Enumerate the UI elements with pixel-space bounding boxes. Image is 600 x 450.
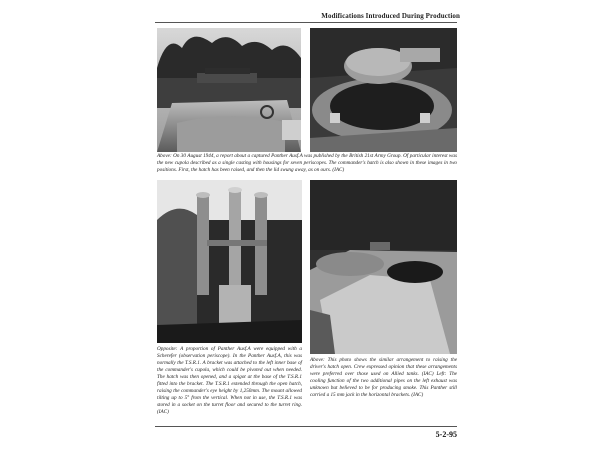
photo-turret-rear: [157, 28, 301, 152]
photo-cupola: [310, 28, 457, 152]
page-number: 5-2-95: [435, 430, 457, 439]
photo-drivers-hatch: [310, 180, 457, 354]
footer-rule: [155, 426, 457, 427]
running-header: Modifications Introduced During Production: [321, 12, 460, 20]
caption-top: Above: On 30 August 1944, a report about a captured Panther Ausf.A was published by the British 21st Army Group. Of particular interest was the new cupola described as a single casting with housings for seven periscopes. The commander's hatch is also shown in these images in two positions. First, the hatch has been raised, and then the lid swung away, as on ours. (IAC): [157, 153, 457, 173]
caption-bottom-left: Opposite: A proportion of Panther Ausf.A were equipped with a Scherefer (observation periscope). In the Panther Ausf.A, this was normally the T.S.R.1. A bracket was attached to the left inner base of the commander's cupola, which could be pivoted out when needed. The hatch was then opened, and a spigot at the base of the T.S.R.1 fitted into the bracket. The T.S.R.1 extended through the open hatch, raising the commander's eye height by 1,250mm. The mount allowed tilting up to 5° from the vertical. When not in use, the T.S.R.1 was stored in a socket on the turret floor and secured to the turret ring. (IAC): [157, 346, 302, 415]
header-rule: [155, 22, 457, 23]
photo-periscope: [157, 180, 302, 343]
caption-bottom-right: Above: This photo shows the similar arrangement to raising the driver's hatch open. Crew expressed opinion that these arrangements were preferred over those used on Allied tanks. (IAC) Left: The cooling function of the two additional pipes on the left exhaust was unknown but believed to be for producing smoke. This Panther still carried a 15 mm jack in the horizontal brackets. (IAC): [310, 357, 457, 398]
